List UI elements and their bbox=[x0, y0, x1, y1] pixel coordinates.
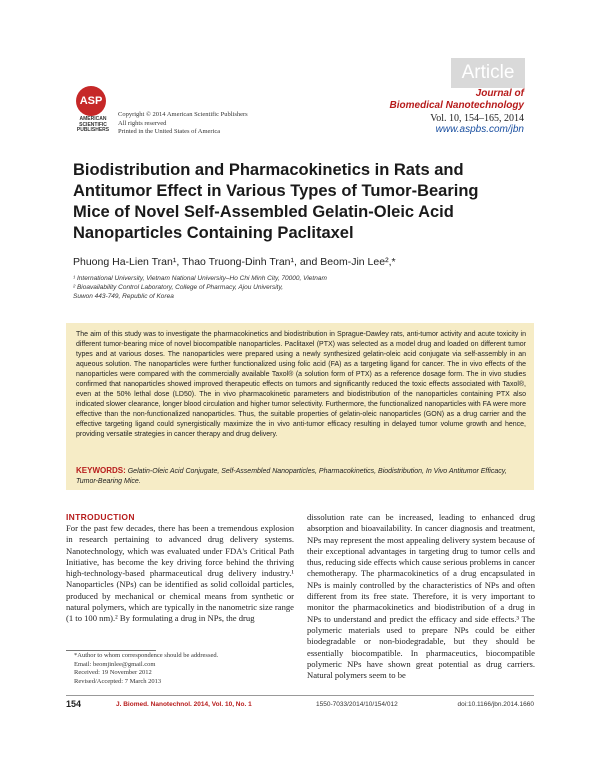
publisher-logo-line3: PUBLISHERS bbox=[76, 127, 110, 133]
publisher-logo: ASP bbox=[76, 86, 106, 116]
affiliation-2-cont: Suwon 443-749, Republic of Korea bbox=[73, 292, 174, 300]
footnote-received: Received: 19 November 2012 bbox=[74, 669, 152, 677]
copyright-line3: Printed in the United States of America bbox=[118, 128, 221, 135]
author-list: Phuong Ha-Lien Tran¹, Thao Truong-Dinh Tran¹, and Beom-Jin Lee²,* bbox=[73, 256, 396, 268]
copyright-notice bbox=[118, 111, 248, 137]
footer-issn: 1550-7033/2014/10/154/012 bbox=[316, 701, 398, 708]
journal-title-line1: Journal of bbox=[475, 88, 524, 99]
footnote-correspondence: *Author to whom correspondence should be addressed. bbox=[74, 652, 219, 659]
paper-title: Biodistribution and Pharmacokinetics in Rats and Antitumor Effect in Various Types of Tumor-Bearing Mice of Novel Self-Assembled Gelatin-Oleic Acid Nanoparticles Containing Paclitaxel bbox=[73, 161, 479, 242]
footer-journal-citation: J. Biomed. Nanotechnol. 2014, Vol. 10, No. 1 bbox=[116, 701, 252, 708]
abstract-text: The aim of this study was to investigate the pharmacokinetics and biodistribution in Sprague-Dawley rats, anti-tumor activity and acute toxicity in different tumor-bearing mice of novel biocompatible nanoparticles. Paclitaxel (PTX) was selected as a model drug and loaded on different tumor types and at various doses. The nanoparticles were prepared using a newly synthesized gelatin-oleic acid conjugate via self-assembly in an aqueous solution. The nanoparticles were further functionalized using folic acid (FA) as a targeting ligand for cancer. The in vivo effects of the nanoparticles were compared with the commercially available Taxol® (a solution form of PTX) as a reference dosage form. The in vivo studies confirmed that nanoparticles showed improved therapeutic effects on tumors and significantly reduced the toxic effects associated with Taxol®, even at the 50% lethal dose (LD50). The in vivo pharmacokinetic parameters and biodistribution of the nanoparticles containing PTX also indicated slower clearance, longer blood circulation and higher tumor selectivity. Furthermore, the functionalized nanoparticles with FA were more effective than the non-functionalized nanoparticles. Thus, the suitable properties of gelatin-oleic nanoparticles (GON) as a drug carrier and the effective targeting ligand could synergistically maximize the in vivo anti-tumor efficacy resulting in delayed tumor volume growth and hence, providing versatile strategies in cancer therapy and drug delivery. bbox=[76, 331, 526, 439]
footer-divider bbox=[66, 695, 534, 696]
affiliation-1: ¹ International University, Vietnam National University–Ho Chi Minh City, 70000, Vietnam bbox=[73, 275, 327, 282]
body-column-right: dissolution rate can be increased, leading to enhanced drug absorption and bioavailability. In cancer diagnosis and treatment, NPs may represent the most appealing delivery system because of their exceptional advantages in targeting drug to tumor cells and thus, reducing side effects which cause serious problems in cancer chemotherapy. The pharmacokinetics of a drug encapsulated in NPs is mainly controlled by the characteristics of NPs and often different from its free state. Therefore, it is very important to monitor the pharmacokinetics and biodistribution of a drug in NPs to understand and predict the efficacy and side effects.³ The polymeric materials used to prepare NPs could be either biodegradable or non-biodegradable, but they should be essentially biocompatible. In pharmaceutics, biocompatible polymeric NPs have shown great potential as drug carriers. Natural polymers seem to be bbox=[307, 512, 535, 681]
journal-volume: Vol. 10, 154–165, 2014 bbox=[430, 113, 524, 124]
copyright-line1: Copyright © 2014 American Scientific Publishers bbox=[118, 111, 248, 118]
publisher-logo-line2: SCIENTIFIC bbox=[79, 121, 107, 128]
journal-url-link[interactable]: www.aspbs.com/jbn bbox=[435, 124, 524, 135]
journal-title-line2: Biomedical Nanotechnology bbox=[389, 100, 524, 111]
page-number: 154 bbox=[66, 699, 82, 709]
journal-title bbox=[390, 88, 524, 112]
keywords bbox=[76, 466, 526, 487]
footnote-divider bbox=[66, 650, 156, 651]
footer-doi: doi:10.1166/jbn.2014.1660 bbox=[457, 701, 534, 708]
article-type-tab: Article bbox=[451, 58, 525, 88]
copyright-line2: All rights reserved bbox=[118, 119, 167, 127]
affiliations bbox=[73, 275, 493, 301]
publisher-logo-line1: AMERICAN bbox=[79, 116, 107, 122]
body-column-left: For the past few decades, there has been a tremendous explosion in research pertaining to advanced drug delivery systems. Nanotechnology, which was evaluated under FDA's Critical Path Initiative, has become the key driving force behind the thriving high-technology-based pharmaceutical drug delivery industry.¹ Nanoparticles (NPs) can be identified as solid colloidal particles, produced by mechanical or chemical means from synthetic or natural polymers, which are typically in the nanometric size range (1 to 100 nm).² By formulating a drug in NPs, the drug bbox=[66, 523, 294, 624]
footnote-email: Email: beomjinlee@gmail.com bbox=[74, 660, 156, 668]
publisher-logo-text bbox=[72, 117, 114, 134]
section-heading-introduction: INTRODUCTION bbox=[66, 512, 135, 522]
keywords-list: Gelatin-Oleic Acid Conjugate, Self-Assembled Nanoparticles, Pharmacokinetics, Biodistribution, In Vivo Antitumor Efficacy, Tumor-Bearing Mice. bbox=[76, 468, 507, 485]
footnote-accepted: Revised/Accepted: 7 March 2013 bbox=[74, 677, 162, 685]
correspondence-footnote bbox=[74, 652, 294, 686]
affiliation-2: ² Bioavailability Control Laboratory, College of Pharmacy, Ajou University, bbox=[73, 283, 284, 291]
keywords-label: KEYWORDS: bbox=[76, 466, 126, 475]
